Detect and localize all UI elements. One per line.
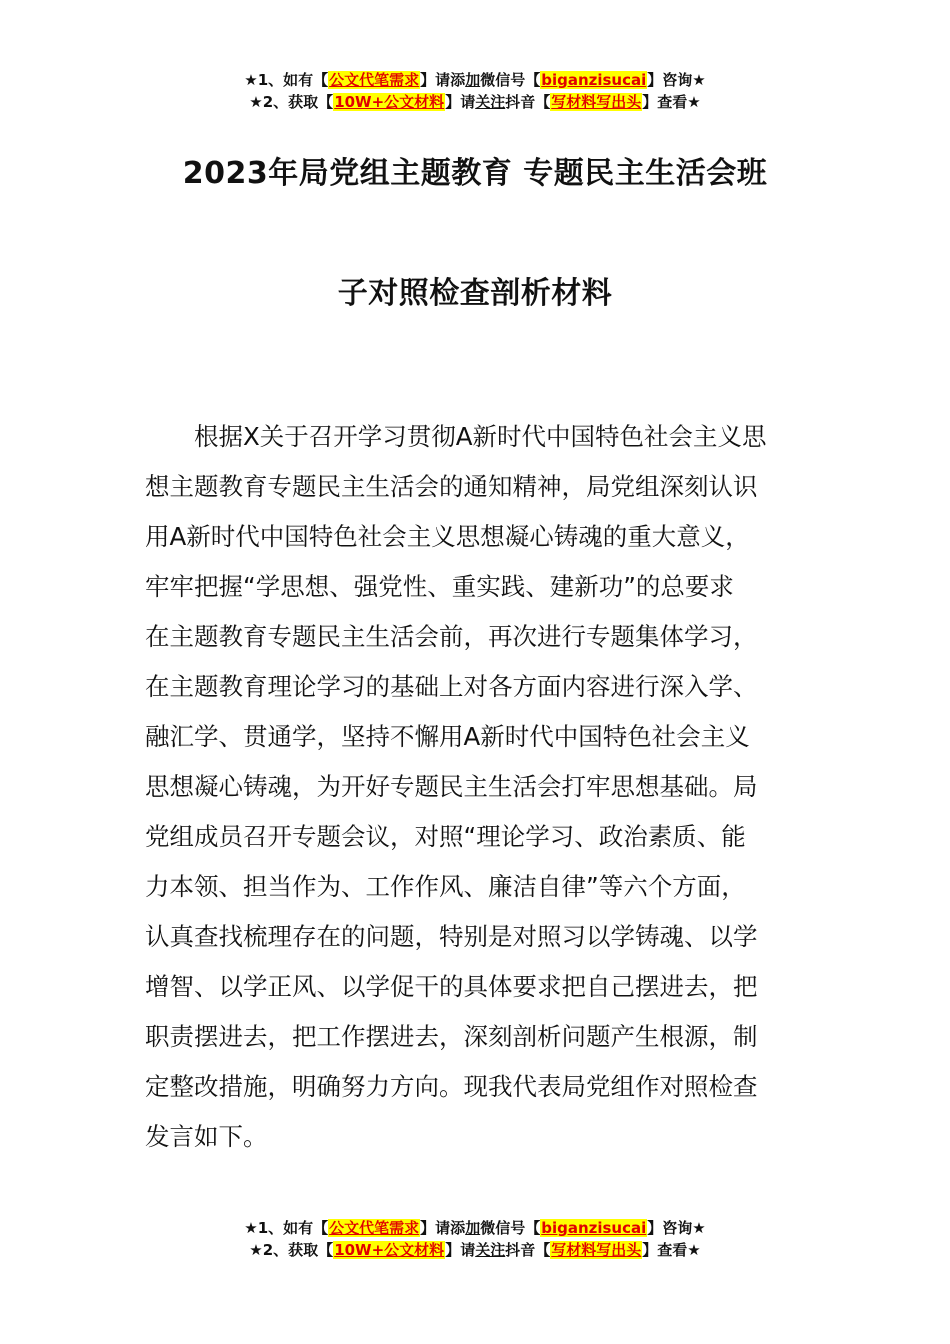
banner-text-underlined: 关注 (475, 93, 506, 111)
banner-text: 微信号【 (480, 71, 541, 89)
wechat-id-highlight: biganzisucai (541, 1219, 647, 1237)
banner-text: ★1、如有【 (244, 71, 329, 89)
body-line: 党组成员召开专题会议，对照“理论学习、政治素质、能 (145, 822, 746, 851)
materials-highlight: 10W+公文材料 (334, 1241, 445, 1259)
douyin-account-highlight: 写材料写出头 (551, 1241, 642, 1259)
banner-text-underlined: 加 (465, 71, 481, 89)
banner-line-2 (0, 91, 950, 113)
banner-text: ★2、获取【 (249, 1241, 334, 1259)
banner-text: 】查看★ (642, 93, 701, 111)
body-line: 认真查找梳理存在的问题，特别是对照习以学铸魂、以学 (145, 922, 758, 951)
banner-text: 】咨询★ (647, 71, 706, 89)
wechat-id-highlight: biganzisucai (541, 71, 647, 89)
banner-text: 】请添 (420, 71, 466, 89)
banner-text: 】请 (445, 93, 476, 111)
body-line: 定整改措施，明确努力方向。现我代表局党组作对照检查 (145, 1072, 758, 1101)
body-line: 职责摆进去，把工作摆进去，深刻剖析问题产生根源，制 (145, 1022, 758, 1051)
document-title-line-2: 子对照检查剖析材料 (337, 276, 613, 311)
banner-text-underlined: 关注 (475, 1241, 506, 1259)
banner-text: 】咨询★ (647, 1219, 706, 1237)
body-paragraph (145, 412, 807, 1162)
banner-line-1 (0, 1217, 950, 1239)
body-line: 力本领、担当作为、工作作风、廉洁自律”等六个方面， (145, 872, 746, 901)
banner-text: 】请添 (420, 1219, 466, 1237)
body-line: 牢牢把握“学思想、强党性、重实践、建新功”的总要求 (145, 572, 734, 601)
body-line: 发言如下。 (145, 1122, 268, 1151)
banner-text: 微信号【 (480, 1219, 541, 1237)
bottom-banner (0, 1217, 950, 1261)
body-line: 增智、以学正风、以学促干的具体要求把自己摆进去，把 (145, 972, 758, 1001)
ghostwriting-highlight: 公文代笔需求 (329, 1219, 420, 1237)
body-line: 根据X关于召开学习贯彻A新时代中国特色社会主义思 (194, 422, 767, 451)
body-line: 想主题教育专题民主生活会的通知精神，局党组深刻认识 (145, 472, 758, 501)
banner-line-2 (0, 1239, 950, 1261)
body-line: 思想凝心铸魂，为开好专题民主生活会打牢思想基础。局 (145, 772, 758, 801)
banner-line-1 (0, 69, 950, 91)
banner-text: ★2、获取【 (249, 93, 334, 111)
document-title-line-1: 2023年局党组主题教育 专题民主生活会班 (182, 156, 768, 191)
banner-text: 】请 (445, 1241, 476, 1259)
banner-text: ★1、如有【 (244, 1219, 329, 1237)
banner-text: 抖音【 (505, 1241, 551, 1259)
banner-text: 抖音【 (505, 93, 551, 111)
banner-text: 】查看★ (642, 1241, 701, 1259)
body-line: 用A新时代中国特色社会主义思想凝心铸魂的重大意义， (145, 522, 750, 551)
top-banner (0, 69, 950, 113)
body-line: 在主题教育理论学习的基础上对各方面内容进行深入学、 (145, 672, 758, 701)
materials-highlight: 10W+公文材料 (334, 93, 445, 111)
body-line: 在主题教育专题民主生活会前，再次进行专题集体学习， (145, 622, 758, 651)
body-line: 融汇学、贯通学，坚持不懈用A新时代中国特色社会主义 (145, 722, 750, 751)
douyin-account-highlight: 写材料写出头 (551, 93, 642, 111)
banner-text-underlined: 加 (465, 1219, 481, 1237)
ghostwriting-highlight: 公文代笔需求 (329, 71, 420, 89)
